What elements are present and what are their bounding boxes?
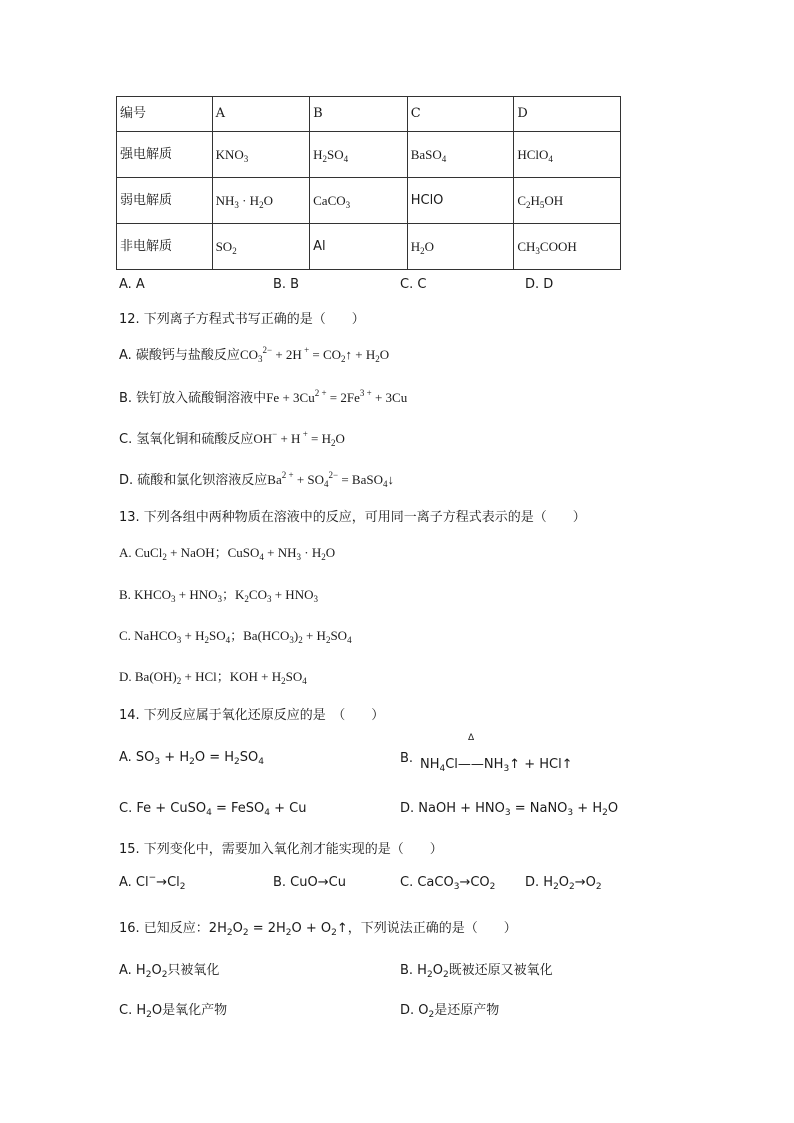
table-header-cell: A <box>212 97 310 132</box>
q12-stem: 12. 下列离子方程式书写正确的是（ ） <box>119 312 365 327</box>
q12-option-d: D. 硫酸和氯化钡溶液反应$Ba^{2 +} + SO_4^{2-}$ = BaSO$_4$↓ <box>119 470 394 489</box>
q11-option-d: D. D <box>525 277 554 292</box>
q15-option-c: C. $CaCO_3\to CO_2$ <box>400 875 496 892</box>
electrolyte-table <box>116 96 621 270</box>
q11-option-a: A. A <box>119 277 145 292</box>
q14-option-b: $NH_4Cl——NH_3↑$ + HCl↑ <box>420 757 573 774</box>
q15-stem: 15. 下列变化中，需要加入氧化剂才能实现的是（ ） <box>119 842 443 857</box>
table-header-cell: 编号 <box>117 97 213 132</box>
table-cell: $SO_2$ <box>212 224 310 270</box>
row-label: 弱电解质 <box>117 178 213 224</box>
q12-option-a: A. 碳酸钙与盐酸反应$CO_3^{2-} + 2H$ $^+ = CO_2↑ + H_2O$ <box>119 345 390 364</box>
row-label: 强电解质 <box>117 132 213 178</box>
q15-option-a: A. $Cl^-\to Cl_2$ <box>119 873 186 892</box>
table-cell: CaCO$_3$ <box>310 178 408 224</box>
table-cell: Al <box>310 224 408 270</box>
table-cell: $NH_3 \cdot H_2O$ <box>212 178 310 224</box>
table-row <box>117 178 621 224</box>
q12-option-b: B. 铁钉放入硫酸铜溶液中$Fe + 3Cu^{2 +} = 2Fe^{3 +} + 3Cu$ <box>119 388 408 406</box>
q11-option-b: B. B <box>273 277 300 292</box>
heat-delta-mark: Δ <box>468 733 475 743</box>
table-cell: $C_2H_5OH$ <box>514 178 621 224</box>
q16-option-b: B. $H_2O_2$既被还原又被氧化 <box>400 963 553 980</box>
q14-option-a: A. $SO_3 + H_2O = H_2SO_4$ <box>119 750 264 767</box>
q16-option-d: D. $O_2$是还原产物 <box>400 1003 500 1020</box>
q13-stem: 13. 下列各组中两种物质在溶液中的反应，可用同一离子方程式表示的是（ ） <box>119 510 586 525</box>
q14-option-d: D. NaOH + $HNO_3$ = NaNO$_3$ + $H_2O$ <box>400 801 619 818</box>
table-cell: BaSO$_4$ <box>407 132 514 178</box>
table-cell: HClO$_4$ <box>514 132 621 178</box>
q11-option-c: C. C <box>400 277 427 292</box>
table-row <box>117 132 621 178</box>
q13-option-c: C. NaHCO$_3$ + $H_2SO_4$；$Ba(HCO_3)_2 + H_2SO_4$ <box>119 628 352 645</box>
q14-option-b-label: B. <box>400 751 414 766</box>
q14-stem: 14. 下列反应属于氧化还原反应的是 （ ） <box>119 708 385 723</box>
q15-option-b: B. CuO→Cu <box>273 875 346 890</box>
q13-option-d: D. $Ba(OH)_2$ + HCl；KOH + $H_2SO_4$ <box>119 669 307 686</box>
table-header-row <box>117 97 621 132</box>
q16-option-a: A. $H_2O_2$只被氧化 <box>119 963 220 980</box>
table-header-cell: B <box>310 97 408 132</box>
row-label: 非电解质 <box>117 224 213 270</box>
table-cell: $H_2SO_4$ <box>310 132 408 178</box>
table-header-cell: D <box>514 97 621 132</box>
table-header-cell: C <box>407 97 514 132</box>
table-cell: $CH_3COOH$ <box>514 224 621 270</box>
table-row <box>117 224 621 270</box>
q15-option-d: D. $H_2O_2\to O_2$ <box>525 875 602 892</box>
q16-stem: 16. 已知反应：$2H_2O_2 = 2H_2O$ + $O_2↑$，下列说法正确的是（ ） <box>119 921 517 938</box>
table-cell: HClO <box>407 178 514 224</box>
table-cell: $H_2O$ <box>407 224 514 270</box>
q14-option-c: C. Fe + CuSO$_4$ = FeSO$_4$ + Cu <box>119 801 307 818</box>
q16-option-c: C. $H_2O$是氧化产物 <box>119 1003 228 1020</box>
q13-option-a: A. CuCl$_2$ + NaOH；CuSO$_4$ + $NH_3 \cdot H_2O$ <box>119 545 336 562</box>
q12-option-c: C. 氢氧化铜和硫酸反应OH− + H $^+ = H_2O$ <box>119 429 345 448</box>
table-cell: $KNO_3$ <box>212 132 310 178</box>
q13-option-b: B. $KHCO_3 + HNO_3$；$K_2CO_3 + HNO_3$ <box>119 587 318 604</box>
